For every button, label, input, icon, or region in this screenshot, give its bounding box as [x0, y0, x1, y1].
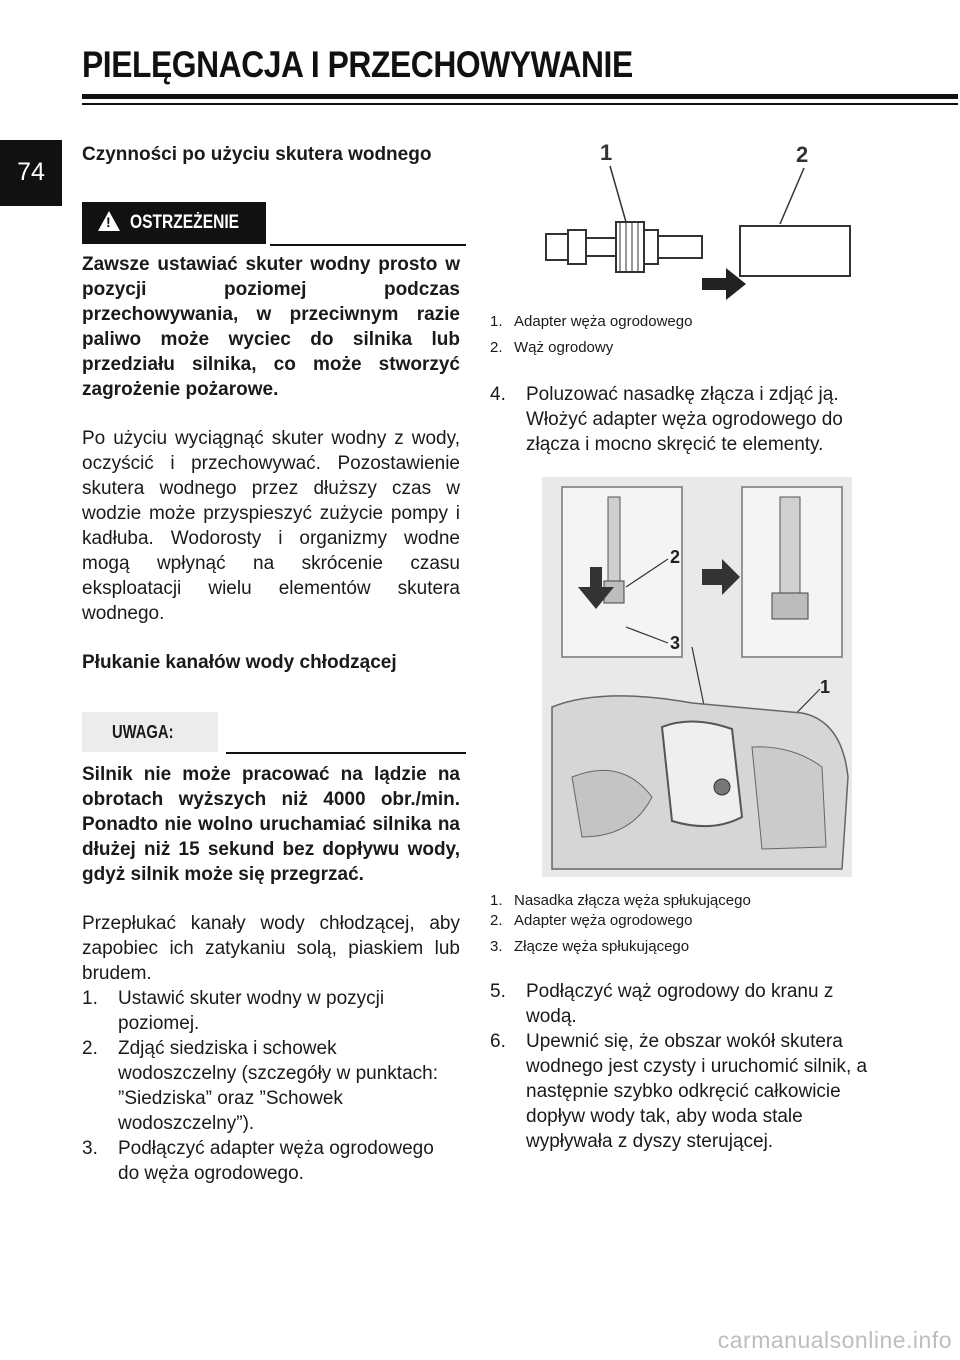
note-header: [82, 712, 460, 752]
note-rule: [226, 752, 466, 754]
steps-list-right: [490, 979, 870, 1154]
fig1-caption-2: 2. Wąż ogrodowy: [490, 339, 614, 356]
warning-label: OSTRZEŻENIE: [130, 212, 240, 233]
paragraph-flush: Przepłukać kanały wody chłodzącej, aby zapobiec ich zatykaniu solą, piaskiem lub brudem.: [82, 913, 460, 984]
figure-connector-photo: [542, 477, 852, 877]
paragraph-after-use: Po użyciu wyciągnąć skuter wodny z wody, oczyścić i przechowywać. Pozostawienie skutera wodnego przez dłuższy czas w wodzie może przyspieszyć zużycie pompy i kadłuba. Wodorosty i organizmy wodne mogą wpłynąć na skrócenie czasu eksploatacji wielu elementów skutera wodnego.: [82, 428, 460, 624]
page-title: PIELĘGNACJA I PRZECHOWYWANIE: [82, 44, 633, 85]
fig2-caption-3: 3. Złącze węża spłukującego: [490, 938, 690, 955]
connector-illustration: [542, 477, 852, 877]
left-column: [82, 142, 460, 1186]
header-rule-thin: [82, 103, 958, 105]
adapter-illustration: [490, 130, 870, 300]
callout-3: 3: [670, 633, 681, 653]
callout-2: 2: [670, 547, 681, 567]
subsection-title: Płukanie kanałów wody chłodzącej: [82, 652, 397, 673]
steps-list-left: [82, 986, 460, 1186]
fig1-caption-1: 1. Adapter węża ogrodowego: [490, 313, 693, 330]
list-item: 4. Poluzować nasadkę złącza i zdjąć ją. Włożyć adapter węża ogrodowego do złącza i mocno skręcić te elementy.: [490, 384, 843, 455]
warning-header: [82, 202, 460, 244]
fig2-caption-1: 1. Nasadka złącza węża spłukującego: [490, 892, 751, 909]
note-badge: [82, 712, 218, 752]
header-rule-thick: [82, 94, 958, 99]
list-item: 6. Upewnić się, że obszar wokół skutera wodnego jest czysty i uruchomić silnik, a następnie szybko odkręcić całkowicie dopływ wody tak, aby woda stale wypływała z dyszy sterującej.: [490, 1031, 868, 1152]
figure-adapter-diagram: [490, 130, 870, 300]
list-item: 5. Podłączyć wąż ogrodowy do kranu z wodą.: [490, 981, 834, 1027]
warning-rule: [270, 244, 466, 246]
watermark: carmanualsonline.info: [717, 1327, 952, 1353]
list-item: 1. Ustawić skuter wodny w pozycji poziomej.: [82, 988, 385, 1034]
note-label: UWAGA:: [112, 722, 174, 742]
step-4: [490, 382, 870, 457]
callout-1: 1: [820, 677, 831, 697]
note-text: Silnik nie może pracować na lądzie na obrotach wyższych niż 4000 obr./min. Ponadto nie wolno uruchamiać silnika na dłużej niż 15 sekund bez dopływu wody, gdyż silnik może się przegrzać.: [82, 764, 460, 885]
section-title: Czynności po użyciu skutera wodnego: [82, 144, 432, 165]
fig2-caption-2: 2. Adapter węża ogrodowego: [490, 912, 693, 929]
callout-1: 1: [600, 140, 613, 165]
warning-text: Zawsze ustawiać skuter wodny prosto w pozycji poziomej podczas przechowywania, w przeciwnym razie paliwo może wyciec do silnika lub przedziału silnika, co może stworzyć zagrożenie pożarowe.: [82, 254, 460, 400]
right-column: [490, 130, 870, 1154]
page-number: 74: [17, 158, 45, 186]
list-item: 3. Podłączyć adapter węża ogrodowego do węża ogrodowego.: [82, 1138, 434, 1184]
page-number-tab: [0, 140, 62, 206]
warning-badge: ! OSTRZEŻENIE: [82, 202, 266, 244]
callout-2: 2: [796, 142, 809, 167]
list-item: 2. Zdjąć siedziska i schowek wodoszczelny (szczegóły w punktach: ”Siedziska” oraz ”Schowek wodoszczelny”).: [82, 1038, 438, 1134]
